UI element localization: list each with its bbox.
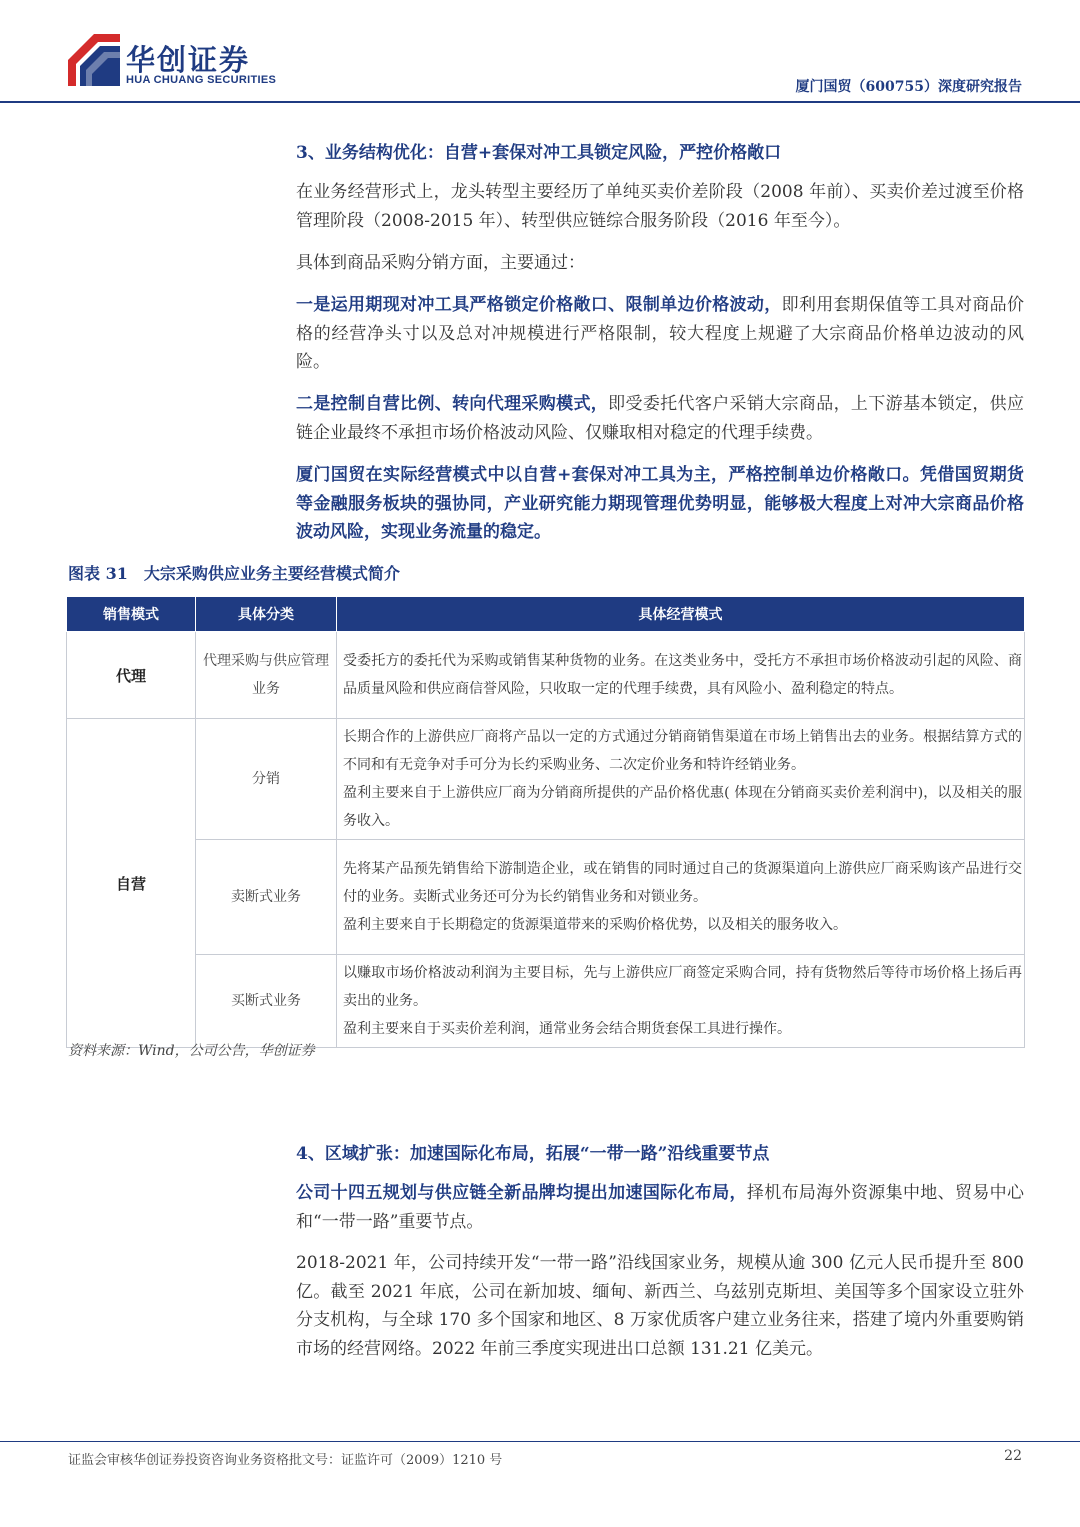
report-title: 厦门国贸（600755）深度研究报告 bbox=[795, 79, 1022, 95]
paragraph-3-emphasis: 一是运用期现对冲工具严格锁定价格敞口、限制单边价格波动， bbox=[296, 295, 782, 315]
table-row bbox=[67, 632, 1025, 719]
table-row bbox=[67, 955, 1025, 1048]
section-4-title: 4、区域扩张：加速国际化布局，拓展“一带一路”沿线重要节点 bbox=[296, 1144, 770, 1164]
description-text: 以赚取市场价格波动利润为主要目标，先与上游供应厂商签定采购合同，持有货物然后等待市场价格上扬后再卖出的业务。 bbox=[343, 965, 1022, 1009]
figure-number: 图表 31 bbox=[68, 564, 128, 583]
description-cell bbox=[337, 840, 1025, 955]
paragraph-4-emphasis: 二是控制自营比例、转向代理采购模式， bbox=[296, 394, 609, 414]
header-operation-mode: 具体经营模式 bbox=[337, 597, 1025, 632]
business-modes-table bbox=[66, 596, 1025, 1048]
figure-caption bbox=[68, 561, 400, 584]
description-text: 长期合作的上游供应厂商将产品以一定的方式通过分销商销售渠道在市场上销售出去的业务。根据结算方式的不同和有无竞争对手可分为长约采购业务、二次定价业务和特许经销业务。 bbox=[343, 729, 1022, 773]
description-text: 盈利主要来自于上游供应厂商为分销商所提供的产品价格优惠( 体现在分销商买卖价差利润中)，以及相关的服务收入。 bbox=[343, 785, 1022, 829]
section-3-paragraph-2: 具体到商品采购分销方面，主要通过： bbox=[296, 253, 585, 273]
paragraph-4-text: 即受委托代客户采销大宗商品，上下游基本锁定，供应链企业最终不承担市场价格波动风险、仅赚取相对稳定的代理手续费。 bbox=[296, 394, 1025, 443]
category-cell: 买断式业务 bbox=[196, 955, 337, 1048]
figure-title: 大宗采购供应业务主要经营模式简介 bbox=[143, 564, 400, 583]
section-3-paragraph-4 bbox=[296, 390, 1024, 447]
section-4-paragraph-2: 2018-2021 年，公司持续开发“一带一路”沿线国家业务，规模从逾 300 亿元人民币提升至 800 亿。截至 2021 年底，公司在新加坡、缅甸、新西兰、乌兹别克斯坦、美国等多个国家设立驻外分支机构，与全球 170 多个国家和地区、8 万家优质客户建立业务往来，搭建了境内外重要购销市场的经营网络。2022 年前三季度实现进出口总额 131.21 亿美元。 bbox=[296, 1253, 1024, 1359]
table-row bbox=[67, 719, 1025, 840]
category-cell: 代理采购与供应管理业务 bbox=[196, 632, 337, 719]
paragraph-3-text: 即利用套期保值等工具对商品价格的经营净头寸以及总对冲规模进行严格限制，较大程度上规避了大宗商品价格单边波动的风险。 bbox=[296, 295, 1025, 372]
data-source-note: 资料来源：Wind，公司公告，华创证券 bbox=[68, 1043, 315, 1059]
header-category: 具体分类 bbox=[196, 597, 337, 632]
company-logo-icon bbox=[68, 34, 120, 86]
page-number: 22 bbox=[1004, 1448, 1022, 1464]
page-header bbox=[0, 0, 1080, 104]
mode-cell: 代理 bbox=[67, 632, 196, 719]
section-4-p1-emphasis: 公司十四五规划与供应链全新品牌均提出加速国际化布局， bbox=[296, 1183, 747, 1203]
header-sales-mode: 销售模式 bbox=[67, 597, 196, 632]
header-divider bbox=[0, 101, 1080, 103]
section-3-paragraph-5: 厦门国贸在实际经营模式中以自营+套保对冲工具为主，严格控制单边价格敞口。凭借国贸期货等金融服务板块的强协同，产业研究能力期现管理优势明显，能够极大程度上对冲大宗商品价格波动风险，实现业务流量的稳定。 bbox=[296, 465, 1024, 542]
description-text: 盈利主要来自于买卖价差利润，通常业务会结合期货套保工具进行操作。 bbox=[343, 1021, 791, 1037]
table-header-row bbox=[67, 597, 1025, 632]
logo-english-name: HUA CHUANG SECURITIES bbox=[126, 74, 277, 86]
section-3-paragraph-3 bbox=[296, 291, 1024, 377]
table-row bbox=[67, 840, 1025, 955]
category-cell: 分销 bbox=[196, 719, 337, 840]
description-cell bbox=[337, 719, 1025, 840]
category-cell: 卖断式业务 bbox=[196, 840, 337, 955]
section-4-p1-text: 择机布局海外资源集中地、贸易中心和“一带一路”重要节点。 bbox=[296, 1183, 1025, 1232]
description-text: 先将某产品预先销售给下游制造企业，或在销售的同时通过自己的货源渠道向上游供应厂商采购该产品进行交付的业务。卖断式业务还可分为长约销售业务和对锁业务。 bbox=[343, 861, 1022, 905]
description-text: 受委托方的委托代为采购或销售某种货物的业务。在这类业务中，受托方不承担市场价格波动引起的风险、商品质量风险和供应商信誉风险，只收取一定的代理手续费，具有风险小、盈利稳定的特点。 bbox=[343, 653, 1022, 697]
section-3-paragraph-1: 在业务经营形式上，龙头转型主要经历了单纯买卖价差阶段（2008 年前）、买卖价差过渡至价格管理阶段（2008-2015 年）、转型供应链综合服务阶段（2016 年至今）。 bbox=[296, 182, 1024, 231]
footer-license-text: 证监会审核华创证券投资咨询业务资格批文号：证监许可（2009）1210 号 bbox=[68, 1453, 503, 1468]
section-3-title: 3、业务结构优化：自营+套保对冲工具锁定风险，严控价格敞口 bbox=[296, 143, 782, 163]
mode-cell: 自营 bbox=[67, 719, 196, 1048]
description-cell bbox=[337, 632, 1025, 719]
description-text: 盈利主要来自于长期稳定的货源渠道带来的采购价格优势，以及相关的服务收入。 bbox=[343, 917, 847, 933]
description-cell bbox=[337, 955, 1025, 1048]
logo-chinese-name: 华创证券 bbox=[126, 43, 251, 77]
footer-divider bbox=[0, 1441, 1080, 1442]
section-4-paragraph-1 bbox=[296, 1179, 1024, 1236]
